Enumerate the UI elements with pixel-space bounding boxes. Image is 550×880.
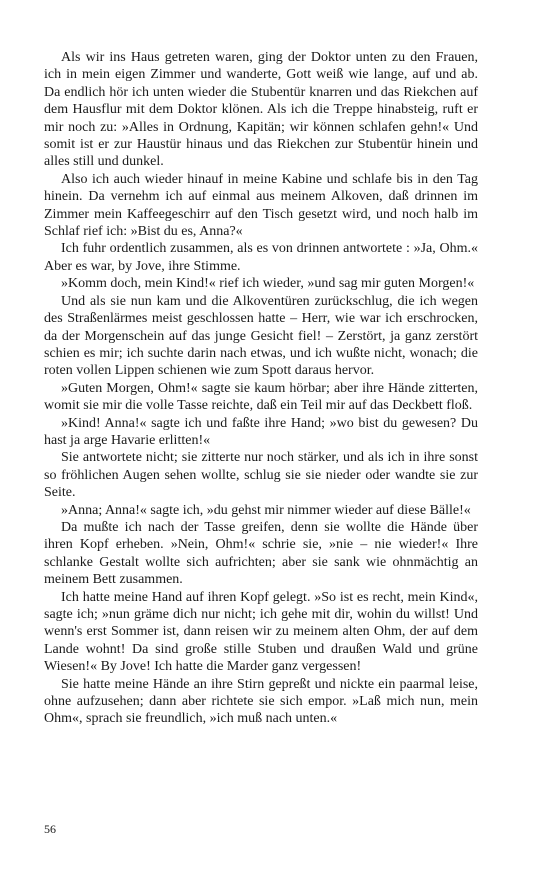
paragraph: »Komm doch, mein Kind!« rief ich wieder, »und sag mir guten Morgen!« [61,276,475,292]
paragraph: Da mußte ich nach der Tasse greifen, denn sie wollte die Hände über ihren Kopf erheben. »Nein, Ohm!« schrie sie, »nie – nie wieder!« Ihre schlanke Gestalt wollte sich aufrichten; aber sie sank wie ohnmächtig an meinem Bett zusammen. [44,519,478,588]
paragraph: Sie antwortete nicht; sie zitterte nur noch stärker, und als ich in ihre sonst so fröhlichen Augen sehen wollte, schlug sie sie nieder oder wandte sie zur Seite. [44,450,478,501]
body-text [44,49,478,728]
paragraph: Als wir ins Haus getreten waren, ging der Doktor unten zu den Frauen, ich in mein eigen Zimmer und wanderte, Gott weiß wie lange, auf und ab. Da endlich hör ich unten wieder die Stubentür knarren und das Riekchen auf dem Hausflur mit dem Doktor klönen. Als ich die Treppe hinabsteig, ruft er mir noch zu: »Alles in Ordnung, Kapitän; wir können schlafen gehn!« Und somit ist er zur Haustür hinaus und das Riekchen zur Stubentür hinein und alles still und dunkel. [44,50,478,170]
paragraph: Und als sie nun kam und die Alkoventüren zurückschlug, die ich wegen des Straßenlärmes meist geschlossen hatte – Herr, wie war ich erschrocken, da der Morgenschein auf das junge Gesicht fiel! – Zerstört, ja ganz zerstört schien es mir; ich suchte darin nach etwas, und ich wußte nicht, wonach; die roten vollen Lippen schienen wie zum Spott daraus hervor. [44,293,478,379]
paragraph: »Anna; Anna!« sagte ich, »du gehst mir nimmer wieder auf diese Bälle!« [61,502,471,518]
paragraph: »Guten Morgen, Ohm!« sagte sie kaum hörbar; aber ihre Hände zitterten, womit sie mir die volle Tasse reichte, daß ein Teil mir auf das Deckbett floß. [44,380,478,414]
paragraph: »Kind! Anna!« sagte ich und faßte ihre Hand; »wo bist du gewesen? Du hast ja arge Havarie erlitten!« [44,415,478,448]
paragraph: Also ich auch wieder hinauf in meine Kabine und schlafe bis in den Tag hinein. Da vernehm ich auf einmal aus meinem Alkoven, daß drinnen im Zimmer mein Kaffeegeschirr auf den Tisch gesetzt wird, und noch halb im Schlaf rief ich: »Bist du es, Anna?« [44,171,478,240]
paragraph: Sie hatte meine Hände an ihre Stirn gepreßt und nickte ein paarmal leise, ohne aufzusehen; dann aber richtete sie sich empor. »Laß mich nun, mein Ohm«, sprach sie freundlich, »ich muß nach unten.« [44,676,478,727]
paragraph: Ich hatte meine Hand auf ihren Kopf gelegt. »So ist es recht, mein Kind«, sagte ich; »nun gräme dich nur nicht; ich gehe mit dir, wohin du willst! Und wenn's erst Sommer ist, dann reisen wir zu meinem alten Ohm, der auf dem Lande wohnt! Da sind große stille Stuben und draußen Wald und grüne Wiesen!« By Jove! Ich hatte die Marder ganz vergessen! [44,589,478,675]
page-number: 56 [44,822,56,836]
paragraph: Ich fuhr ordentlich zusammen, als es von drinnen antwortete : »Ja, Ohm.« Aber es war, by Jove, ihre Stimme. [44,241,478,274]
